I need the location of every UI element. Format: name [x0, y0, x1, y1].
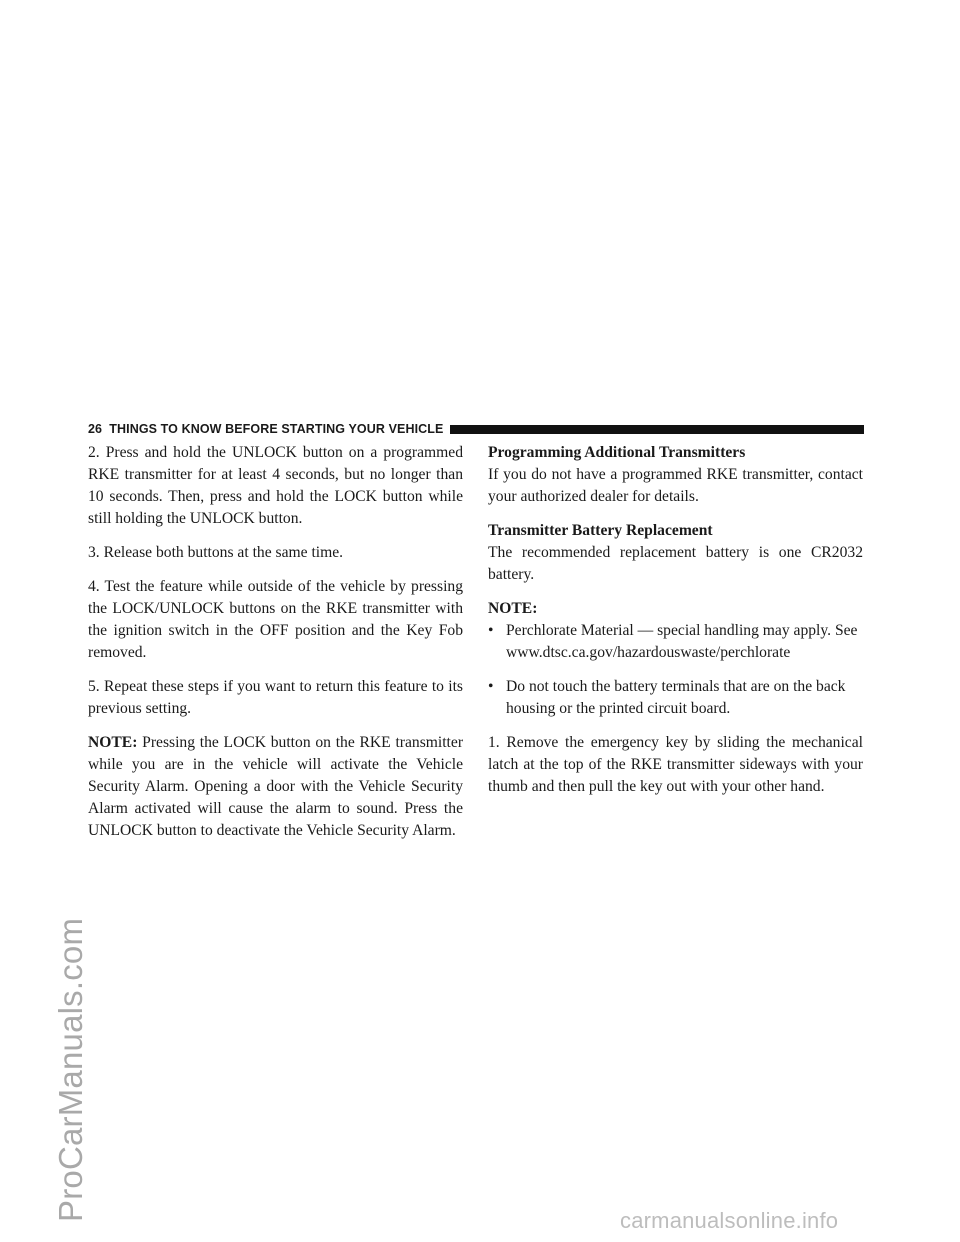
step-5-paragraph: 5. Repeat these steps if you want to return this feature to its previous setting. — [88, 678, 463, 717]
programming-paragraph: If you do not have a programmed RKE transmitter, contact your authorized dealer for details. — [488, 466, 863, 505]
section-title: THINGS TO KNOW BEFORE STARTING YOUR VEHICLE — [109, 422, 444, 436]
bullet-battery-terminals — [488, 676, 863, 720]
note-paragraph — [88, 732, 463, 842]
header-title — [88, 422, 443, 436]
note-bullet-list — [488, 620, 863, 720]
note-label: NOTE: — [88, 734, 138, 751]
battery-paragraph: The recommended replacement battery is one CR2032 battery. — [488, 544, 863, 583]
step-1-paragraph: 1. Remove the emergency key by sliding the mechanical latch at the top of the RKE transmitter sideways with your thumb and then pull the key out with your other hand. — [488, 734, 863, 795]
page-header — [88, 419, 864, 439]
right-column — [488, 442, 863, 810]
left-column — [88, 442, 463, 854]
bullet-icon: • — [488, 622, 494, 639]
step-4-paragraph: 4. Test the feature while outside of the vehicle by pressing the LOCK/UNLOCK buttons on the RKE transmitter with the ignition switch in the OFF position and the Key Fob removed. — [88, 578, 463, 661]
heading-programming-transmitters: Programming Additional Transmitters — [488, 444, 746, 461]
step-3-paragraph: 3. Release both buttons at the same time. — [88, 544, 344, 561]
step-2-paragraph: 2. Press and hold the UNLOCK button on a programmed RKE transmitter for at least 4 seconds, but no longer than 10 seconds. Then, press and hold the LOCK button while still holding the UNLOCK button. — [88, 444, 463, 527]
bullet-text: Do not touch the battery terminals that are on the back housing or the printed circuit board. — [506, 678, 846, 717]
page-number: 26 — [88, 422, 103, 436]
note-text: Pressing the LOCK button on the RKE transmitter while you are in the vehicle will activate the Vehicle Security Alarm. Opening a door with the Vehicle Security Alarm activated will cause the alarm to sound. Press the UNLOCK button to deactivate the Vehicle Security Alarm. — [88, 734, 464, 839]
bullet-text: Perchlorate Material — special handling may apply. See www.dtsc.ca.gov/hazardouswaste/perchlorate — [506, 622, 858, 661]
header-rule — [450, 425, 864, 434]
note-heading: NOTE: — [488, 600, 538, 617]
watermark-procarmanuals: ProCarManuals.com — [52, 917, 89, 1222]
heading-battery-replacement: Transmitter Battery Replacement — [488, 522, 713, 539]
bullet-perchlorate — [488, 620, 863, 664]
watermark-carmanualsonline: carmanualsonline.info — [620, 1208, 839, 1233]
bullet-icon: • — [488, 678, 494, 695]
